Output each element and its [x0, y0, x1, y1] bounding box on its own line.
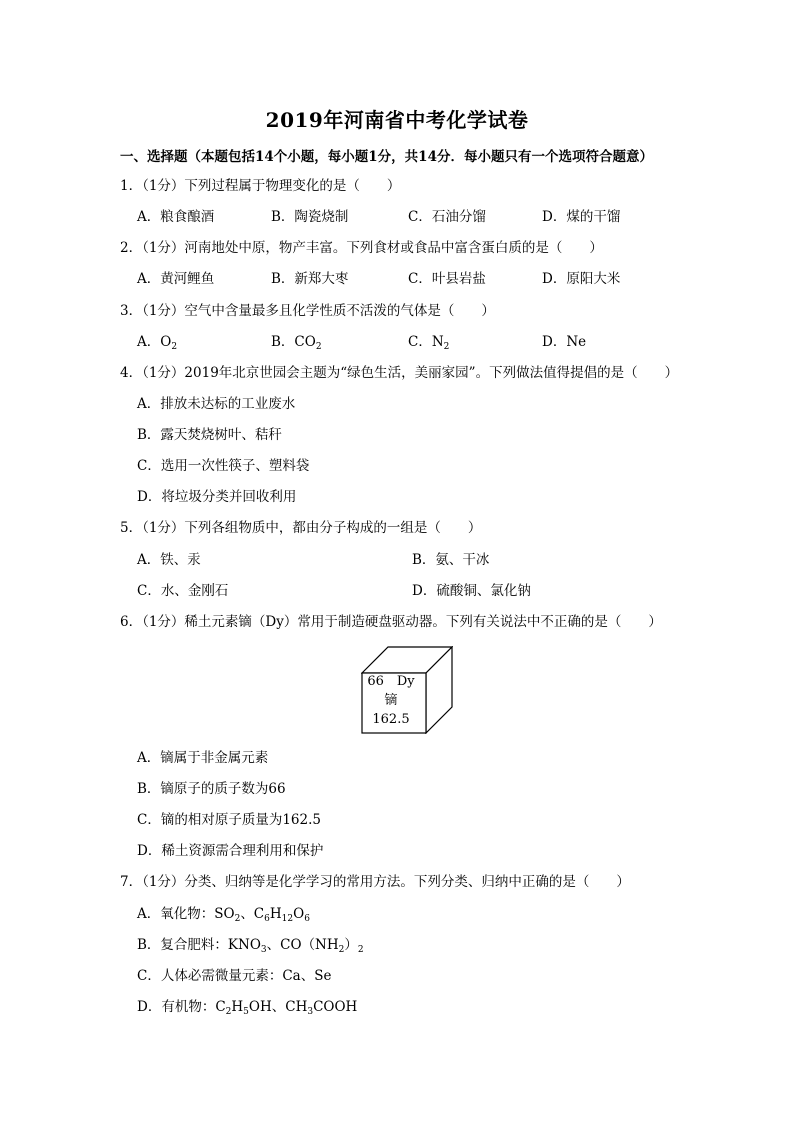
q7-b-t3: ）: [344, 937, 358, 953]
q3-option-d[interactable]: D．Ne: [542, 334, 587, 350]
q7-b-s2: 2: [338, 945, 345, 955]
question-5-options-row1: [137, 551, 489, 569]
q1-option-b[interactable]: B．陶瓷烧制: [271, 209, 349, 225]
question-5-options-row2: [137, 582, 531, 600]
q7-a-t2: 、C: [240, 906, 265, 922]
q2-option-b[interactable]: B．新郑大枣: [271, 271, 349, 287]
q7-d-s1: 2: [225, 1007, 232, 1017]
q1-option-d[interactable]: D．煤的干馏: [542, 209, 621, 225]
q4-option-c[interactable]: C．选用一次性筷子、塑料袋: [137, 458, 310, 474]
q6-option-d[interactable]: D．稀土资源需合理利用和保护: [137, 843, 324, 859]
q5-option-d[interactable]: D．硫酸铜、氯化钠: [412, 583, 531, 599]
q7-b-t1: B．复合肥料：KNO: [137, 937, 261, 953]
q5-option-a[interactable]: A．铁、汞: [137, 552, 201, 568]
q2-option-c[interactable]: C．叶县岩盐: [408, 271, 486, 287]
element-mass: 162.5: [372, 712, 410, 727]
q7-d-t1: D．有机物：C: [137, 999, 226, 1015]
q6-option-c[interactable]: C．镝的相对原子质量为162.5: [137, 812, 321, 828]
element-name: 镝: [384, 693, 398, 708]
q5-option-b[interactable]: B．氨、干冰: [412, 552, 490, 568]
q7-option-d[interactable]: [137, 998, 357, 1016]
q7-a-s3: 12: [281, 914, 294, 924]
question-4-stem: 4．（1分）2019年北京世园会主题为“绿色生活，美丽家园”。下列做法值得提倡的是（ ）: [120, 365, 679, 381]
q7-a-t1: A．氧化物：SO: [137, 906, 235, 922]
q7-b-s3: 2: [357, 945, 364, 955]
q4-option-b[interactable]: B．露天焚烧树叶、秸秆: [137, 427, 282, 443]
q7-a-s4: 6: [304, 914, 310, 924]
q7-a-t4: O: [293, 906, 305, 922]
q3-a-sub: 2: [171, 342, 178, 352]
q7-option-b[interactable]: [137, 936, 364, 954]
q7-d-s3: 3: [307, 1007, 314, 1017]
question-3-stem: 3．（1分）空气中含量最多且化学性质不活泼的气体是（ ）: [120, 303, 495, 319]
question-3-options: [137, 333, 586, 351]
page-title: 2019年河南省中考化学试卷: [265, 108, 529, 132]
q7-b-s1: 3: [260, 945, 267, 955]
q7-a-t3: H: [269, 906, 282, 922]
q2-option-d[interactable]: D．原阳大米: [542, 271, 621, 287]
q7-option-a[interactable]: [137, 905, 310, 923]
q7-option-c[interactable]: C．人体必需微量元素：Ca、Se: [137, 968, 332, 984]
q3-option-b[interactable]: [271, 333, 408, 351]
q7-a-s2: 6: [264, 914, 270, 924]
q7-d-t4: COOH: [313, 999, 358, 1015]
q3-b-sub: 2: [315, 342, 322, 352]
question-2-stem: 2．（1分）河南地处中原，物产丰富。下列食材或食品中富含蛋白质的是（ ）: [120, 240, 603, 256]
q7-d-t2: H: [231, 999, 244, 1015]
q7-b-t2: 、CO（NH: [266, 937, 339, 953]
q3-c-sub: 2: [443, 342, 450, 352]
q3-c-text: C．N: [408, 334, 444, 350]
question-1-stem: 1．（1分）下列过程属于物理变化的是（ ）: [120, 178, 401, 194]
q3-a-text: A．O: [137, 334, 172, 350]
q4-option-a[interactable]: A．排放未达标的工业废水: [137, 396, 296, 412]
q1-option-a[interactable]: A．粮食酿酒: [137, 209, 215, 225]
q3-option-a[interactable]: [137, 333, 271, 351]
question-6-stem: 6．（1分）稀土元素镝（Dy）常用于制造硬盘驱动器。下列有关说法中不正确的是（ ）: [120, 614, 662, 630]
q3-b-text: B．CO: [271, 334, 316, 350]
q6-option-a[interactable]: A．镝属于非金属元素: [137, 750, 269, 766]
section-heading: 一、选择题（本题包括14个小题，每小题1分，共14分．每小题只有一个选项符合题意）: [120, 149, 653, 165]
question-2-options: [137, 270, 620, 288]
question-7-stem: 7．（1分）分类、归纳等是化学学习的常用方法。下列分类、归纳中正确的是（ ）: [120, 874, 630, 890]
question-1-options: [137, 208, 620, 226]
q2-option-a[interactable]: A．黄河鲤鱼: [137, 271, 215, 287]
element-number-symbol: 66 Dy: [367, 674, 415, 689]
q3-option-c[interactable]: [408, 333, 542, 351]
q7-d-t3: OH、CH: [248, 999, 308, 1015]
element-info: [361, 672, 421, 729]
q1-option-c[interactable]: C．石油分馏: [408, 209, 486, 225]
q6-option-b[interactable]: B．镝原子的质子数为66: [137, 781, 286, 797]
q4-option-d[interactable]: D．将垃圾分类并回收利用: [137, 489, 297, 505]
q7-a-s1: 2: [234, 914, 241, 924]
q5-option-c[interactable]: C．水、金刚石: [137, 583, 229, 599]
question-5-stem: 5．（1分）下列各组物质中，都由分子构成的一组是（ ）: [120, 520, 482, 536]
q7-d-s2: 5: [243, 1007, 249, 1017]
